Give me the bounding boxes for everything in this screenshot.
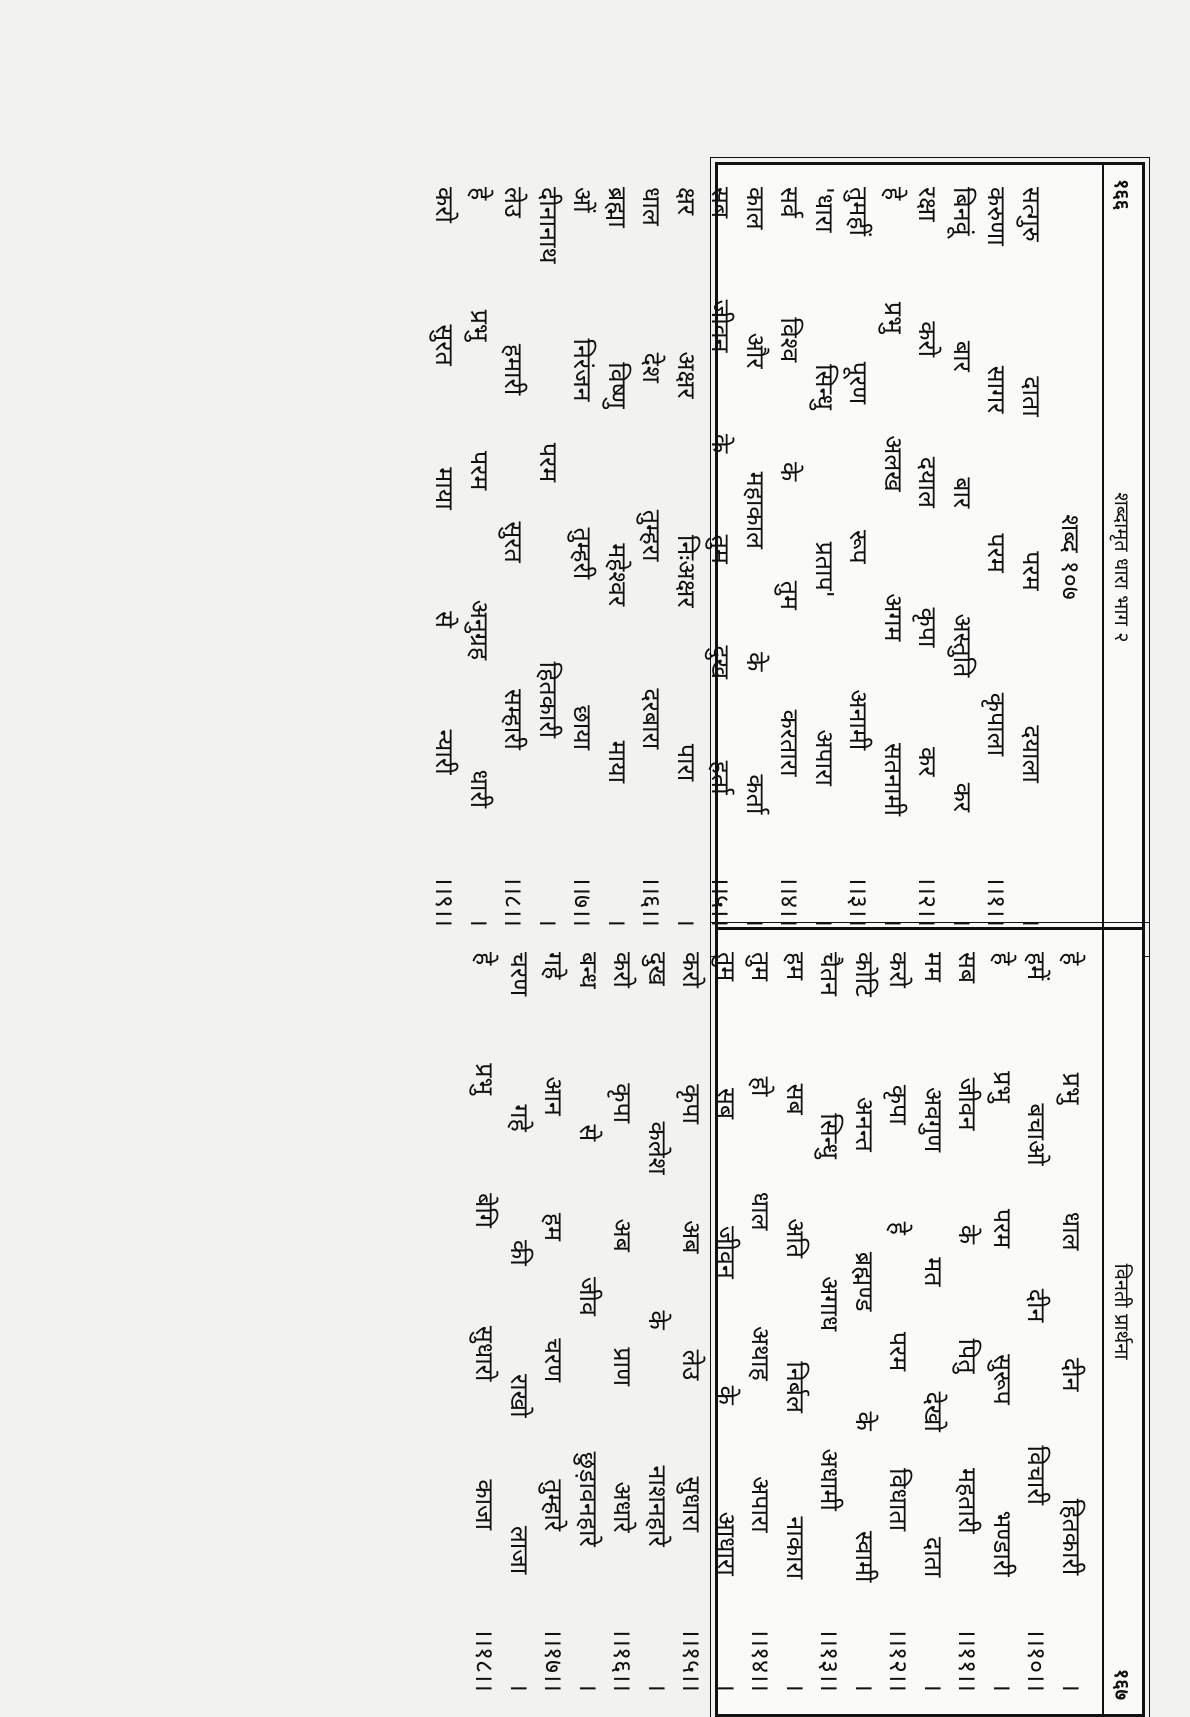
verse-word: तुम्हरा [637,509,667,562]
verse-word: सिन्धु [815,1113,845,1159]
verse-line [600,187,635,927]
verse-word: ।।३।। [844,876,874,927]
verse-line [738,187,773,927]
verse-word: दाता [919,1536,948,1578]
verse-word: ।।२।। [913,876,943,927]
verse-word: । [1057,1682,1086,1692]
verse-word: कर्ता [741,774,770,815]
verse-word: करो [430,187,460,223]
left-page-number: १६६ [1110,179,1135,211]
verse-word: सब [953,952,983,984]
verse-word: के [741,652,770,672]
verse-word: पितु [953,1338,983,1374]
verse-line [772,187,807,927]
verse-word: । [643,1682,672,1692]
left-page-body [427,165,1102,949]
verse-word: । [534,917,563,927]
verse-word: सुधारा [677,1476,707,1532]
verse-word: जीव [574,1276,603,1316]
verse-word: छाया [568,705,598,751]
verse-word: । [603,917,632,927]
verse-line [945,187,980,927]
verse-word: परम [988,1208,1017,1249]
verse-word: छुड़ावनहारे [574,1451,603,1547]
verse-line [876,187,911,927]
verse-word: हमें [1022,952,1052,981]
verse-word: सिन्धु [810,364,839,410]
verse-line [812,952,847,1692]
verse-word: । [505,1682,534,1692]
verse-word: ।।९।। [430,876,460,927]
left-book-page [430,162,1145,952]
verse-word: तुम [706,534,736,564]
verse-word: हितकारी [1057,1498,1086,1576]
verse-word: चैतन [815,952,845,997]
verse-word: दीनानाथ [534,187,563,264]
verse-word: ।।१२।। [884,1628,914,1692]
verse-word: बिनवूं [948,187,977,236]
verse-word: ।।११।। [953,1628,983,1692]
verse-word: अथाह [746,1325,776,1381]
verse-word: तुम [775,580,805,610]
verse-word: करो [913,321,943,358]
verse-word: धाल [637,187,667,226]
verse-word: ।।१३।। [815,1628,845,1692]
verse-word: । [781,1682,810,1692]
verse-word: कृपाला [982,692,1012,757]
verse-word: परम [534,442,563,483]
verse-word: । [948,917,977,927]
verse-line [565,187,600,927]
right-page-number: १६७ [1110,1668,1135,1700]
verse-line [910,187,945,927]
verse-word: काजा [470,1479,500,1531]
verse-word: परम [1017,551,1046,591]
verse-word: अस्तुति [948,613,977,678]
verse-line [634,187,669,927]
verse-word: सतनामी [879,743,908,816]
verse-word: देखो [919,1391,948,1432]
verse-word: अनन्त [850,1096,879,1152]
verse-word: तुम [746,952,776,982]
verse-word: कर [948,782,977,813]
verse-word: सम्हारी [499,688,529,750]
verse-word: राखो [505,1373,534,1418]
verse-word: कृपा [608,1083,638,1124]
verse-word: लाजा [505,1525,534,1575]
verse-word: न्यारी [430,729,460,775]
verse-word: के [953,1224,983,1245]
verse-word: मत [919,1257,948,1287]
verse-word: पूरण [844,361,874,405]
verse-word: दरबारा [637,688,667,750]
verse-word: ।।१७।। [539,1628,569,1692]
verse-word: सागर [982,365,1012,414]
verse-word: अलख [879,435,908,492]
verse-word: सब [706,187,736,219]
verse-word: ।।१०।। [1022,1628,1052,1692]
verse-word: अब [677,1220,707,1254]
verse-word: लेउ [677,1349,707,1381]
verse-word: बार [948,340,977,372]
verse-word: कृपा [913,607,943,648]
left-page-header [1102,165,1142,949]
verse-word: रक्षा [913,187,943,222]
verse-line [496,187,531,927]
verse-word: जीवन [712,1225,741,1279]
verse-word: ब्रह्मा [603,187,632,228]
verse-word: । [712,1682,741,1692]
verse-word: ।।१६।। [608,1628,638,1692]
verse-word: ।।१।। [982,876,1012,927]
left-running-title: शब्दामृत धारा भाग २ [1110,492,1135,643]
verse-word: निर्बल [781,1361,810,1413]
verse-word: गहे [505,1104,534,1132]
verse-word: बन्ध [574,952,603,989]
verse-line [571,952,606,1692]
verse-word: रूप [844,530,874,564]
verse-word: महेश्वर [603,543,632,607]
verse-word: परम [982,533,1012,573]
verse-word: विष्णु [603,362,632,409]
verse-word: अनामी [844,689,874,751]
verse-word: से [574,1124,603,1142]
verse-word: करतारा [775,709,805,777]
verse-word: प्रभु [465,309,494,342]
verse-word: । [879,917,908,927]
verse-word: । [465,917,494,927]
verse-word: प्रभु [988,1071,1017,1103]
verse-word: अक्षर [672,351,701,399]
verse-line [916,952,951,1692]
verse-word: हे [1057,952,1086,966]
verse-line [640,952,675,1692]
verse-word: दीन [1057,1357,1086,1392]
verse-word: हे [988,952,1017,966]
verse-word: निःअक्षर [672,534,701,608]
verse-word: ओं [568,187,598,213]
verse-word: अपारा [746,1476,776,1533]
verse-word: आन [539,1076,569,1116]
verse-word: भण्डारी [988,1510,1017,1577]
verse-word: माया [603,740,632,784]
verse-word: अधामी [815,1448,845,1511]
verse-line [979,187,1014,927]
verse-word: । [810,917,839,927]
verse-word: अति [781,1218,810,1259]
verse-word: के [850,1411,879,1431]
verse-word: की [505,1240,534,1266]
verse-word: । [988,1682,1017,1692]
verse-word: तुम्हारे [539,1479,569,1532]
verse-word: । [672,917,701,927]
verse-word: कलेश [643,1121,672,1175]
verse-line [605,952,640,1692]
verse-word: हे [470,952,500,966]
verse-word: जीवन [953,1077,983,1131]
verse-word: ।।६।। [637,876,667,927]
right-page-header [1102,930,1142,1714]
verse-word: हमारी [499,343,529,396]
verse-word: हो [746,1076,776,1097]
verse-word: महाकाल [741,471,770,549]
verse-word: हे [884,1221,914,1235]
verse-word: से [430,611,460,629]
verse-word: स्वामी [850,1530,879,1583]
verse-word: प्रताप' [810,541,839,598]
verse-word: विचारी [1022,1445,1052,1505]
verse-word: परम [884,1331,914,1372]
verse-word: 'धारा [810,187,839,233]
verse-word: जीवन [706,299,736,353]
verse-list [427,187,1048,927]
shabd-heading: शब्द १०७ [1056,514,1085,600]
verse-word: । [1017,917,1046,927]
verse-word: अब [608,1218,638,1252]
verse-word: धारी [465,769,494,809]
verse-word: ।।१८।। [470,1628,500,1692]
verse-word: विधाता [884,1468,914,1532]
verse-line [709,952,744,1692]
verse-word: प्राण [608,1347,638,1387]
verse-word: अधारे [608,1481,638,1533]
verse-word: कृपा [677,1084,707,1124]
verse-word: हर्ता [706,760,736,795]
verse-word: प्रभु [879,301,908,334]
verse-word: । [574,1682,603,1692]
verse-word: ब्रह्मण्ड [850,1251,879,1312]
verse-word: के [712,1385,741,1405]
verse-line [985,952,1020,1692]
verse-word: सुरत [430,324,460,366]
verse-word: ।।७।। [568,876,598,927]
verse-line [427,187,462,927]
verse-word: हितकारी [534,661,563,739]
verse-word: दीन [1022,1288,1052,1323]
verse-word: प्रभु [470,1063,500,1096]
verse-word: अगम [879,593,908,642]
verse-line [536,952,571,1692]
verse-word: देश [637,352,667,383]
verse-word: सब [781,1083,810,1115]
verse-word: दाता [1017,376,1046,417]
verse-word: के [706,433,736,454]
verse-word: बचाओ [1022,1103,1052,1166]
verse-line [674,952,709,1692]
verse-word: सुधारो [470,1325,500,1382]
verse-word: ।।४।। [775,876,805,927]
verse-line [1014,187,1049,927]
verse-word: सुरत [499,521,529,563]
verse-word: करो [608,952,638,988]
verse-word: ।।५।। [706,876,736,927]
right-running-title: विनती प्रार्थना [1110,1263,1135,1360]
verse-word: पारा [672,743,701,782]
verse-line [743,952,778,1692]
verse-list [467,952,1088,1692]
verse-word: तुम्हरी [568,527,598,580]
right-book-page [470,927,1145,1717]
verse-word: बेगि [470,1193,500,1228]
verse-line [462,187,497,927]
verse-word: तुमहीं [844,187,874,236]
verse-line [950,952,985,1692]
verse-word: हम [781,952,810,981]
verse-word: लेउ [499,187,529,218]
verse-word: । [919,1682,948,1692]
verse-word: नाकारा [781,1516,810,1580]
verse-word: अवगुण [919,1087,948,1153]
verse-word: चरण [539,1338,569,1383]
verse-word: नाशनहारे [643,1465,672,1547]
verse-word: दयाला [1017,725,1046,783]
verse-word: सत्गुरु [1017,187,1046,242]
verse-word: माया [430,467,460,510]
verse-word: ।।८।। [499,876,529,927]
verse-word: दयाल [913,456,943,508]
verse-word: हे [879,187,908,201]
verse-word: करो [884,952,914,988]
verse-word: सर्व [775,187,805,218]
verse-word: करो [677,952,707,988]
verse-word: । [741,917,770,927]
verse-word: बार [948,477,977,509]
verse-line [1054,952,1089,1692]
verse-line [669,187,704,927]
right-page-body [467,930,1102,1714]
verse-word: मम [919,952,948,982]
verse-word: करुणा [982,187,1012,246]
verse-word: अपारा [810,729,839,786]
verse-word: । [850,1682,879,1692]
verse-word: चरण [505,952,534,997]
verse-word: सुरूप [988,1354,1017,1405]
verse-word: आधारा [712,1511,741,1576]
verse-word: हे [465,187,494,201]
verse-word: परम [465,450,494,491]
verse-word: महतारी [953,1467,983,1534]
verse-line [778,952,813,1692]
verse-word: सब [712,1088,741,1120]
verse-word: कर [913,747,943,777]
verse-word: तुम [712,952,741,982]
verse-word: हम [539,1212,569,1242]
verse-word: के [775,461,805,482]
verse-line [502,952,537,1692]
verse-word: प्रभु [1057,1072,1086,1105]
verse-line [1019,952,1054,1692]
verse-word: गहे [539,952,569,980]
verse-word: काल [741,187,770,230]
verse-word: धाल [746,1191,776,1231]
verse-line [531,187,566,927]
verse-line [847,952,882,1692]
verse-word: के [643,1310,672,1330]
verse-word: दुख [706,645,736,680]
verse-word: कोटि [850,952,879,997]
verse-word: ।।१४।। [746,1628,776,1692]
verse-line [807,187,842,927]
verse-word: अगाध [815,1276,845,1332]
verse-word: दुख [643,952,672,986]
verse-word: और [741,332,770,369]
verse-word: क्षर [672,187,701,216]
verse-line [703,187,738,927]
verse-word: अनुग्रह [465,599,494,661]
verse-line [467,952,502,1692]
verse-word: कृपा [884,1084,914,1125]
verse-word: धाल [1057,1211,1086,1251]
verse-line [881,952,916,1692]
verse-line [841,187,876,927]
verse-word: ।।१५।। [677,1628,707,1692]
verse-word: विश्व [775,317,805,363]
verse-word: निरंजन [568,338,598,402]
